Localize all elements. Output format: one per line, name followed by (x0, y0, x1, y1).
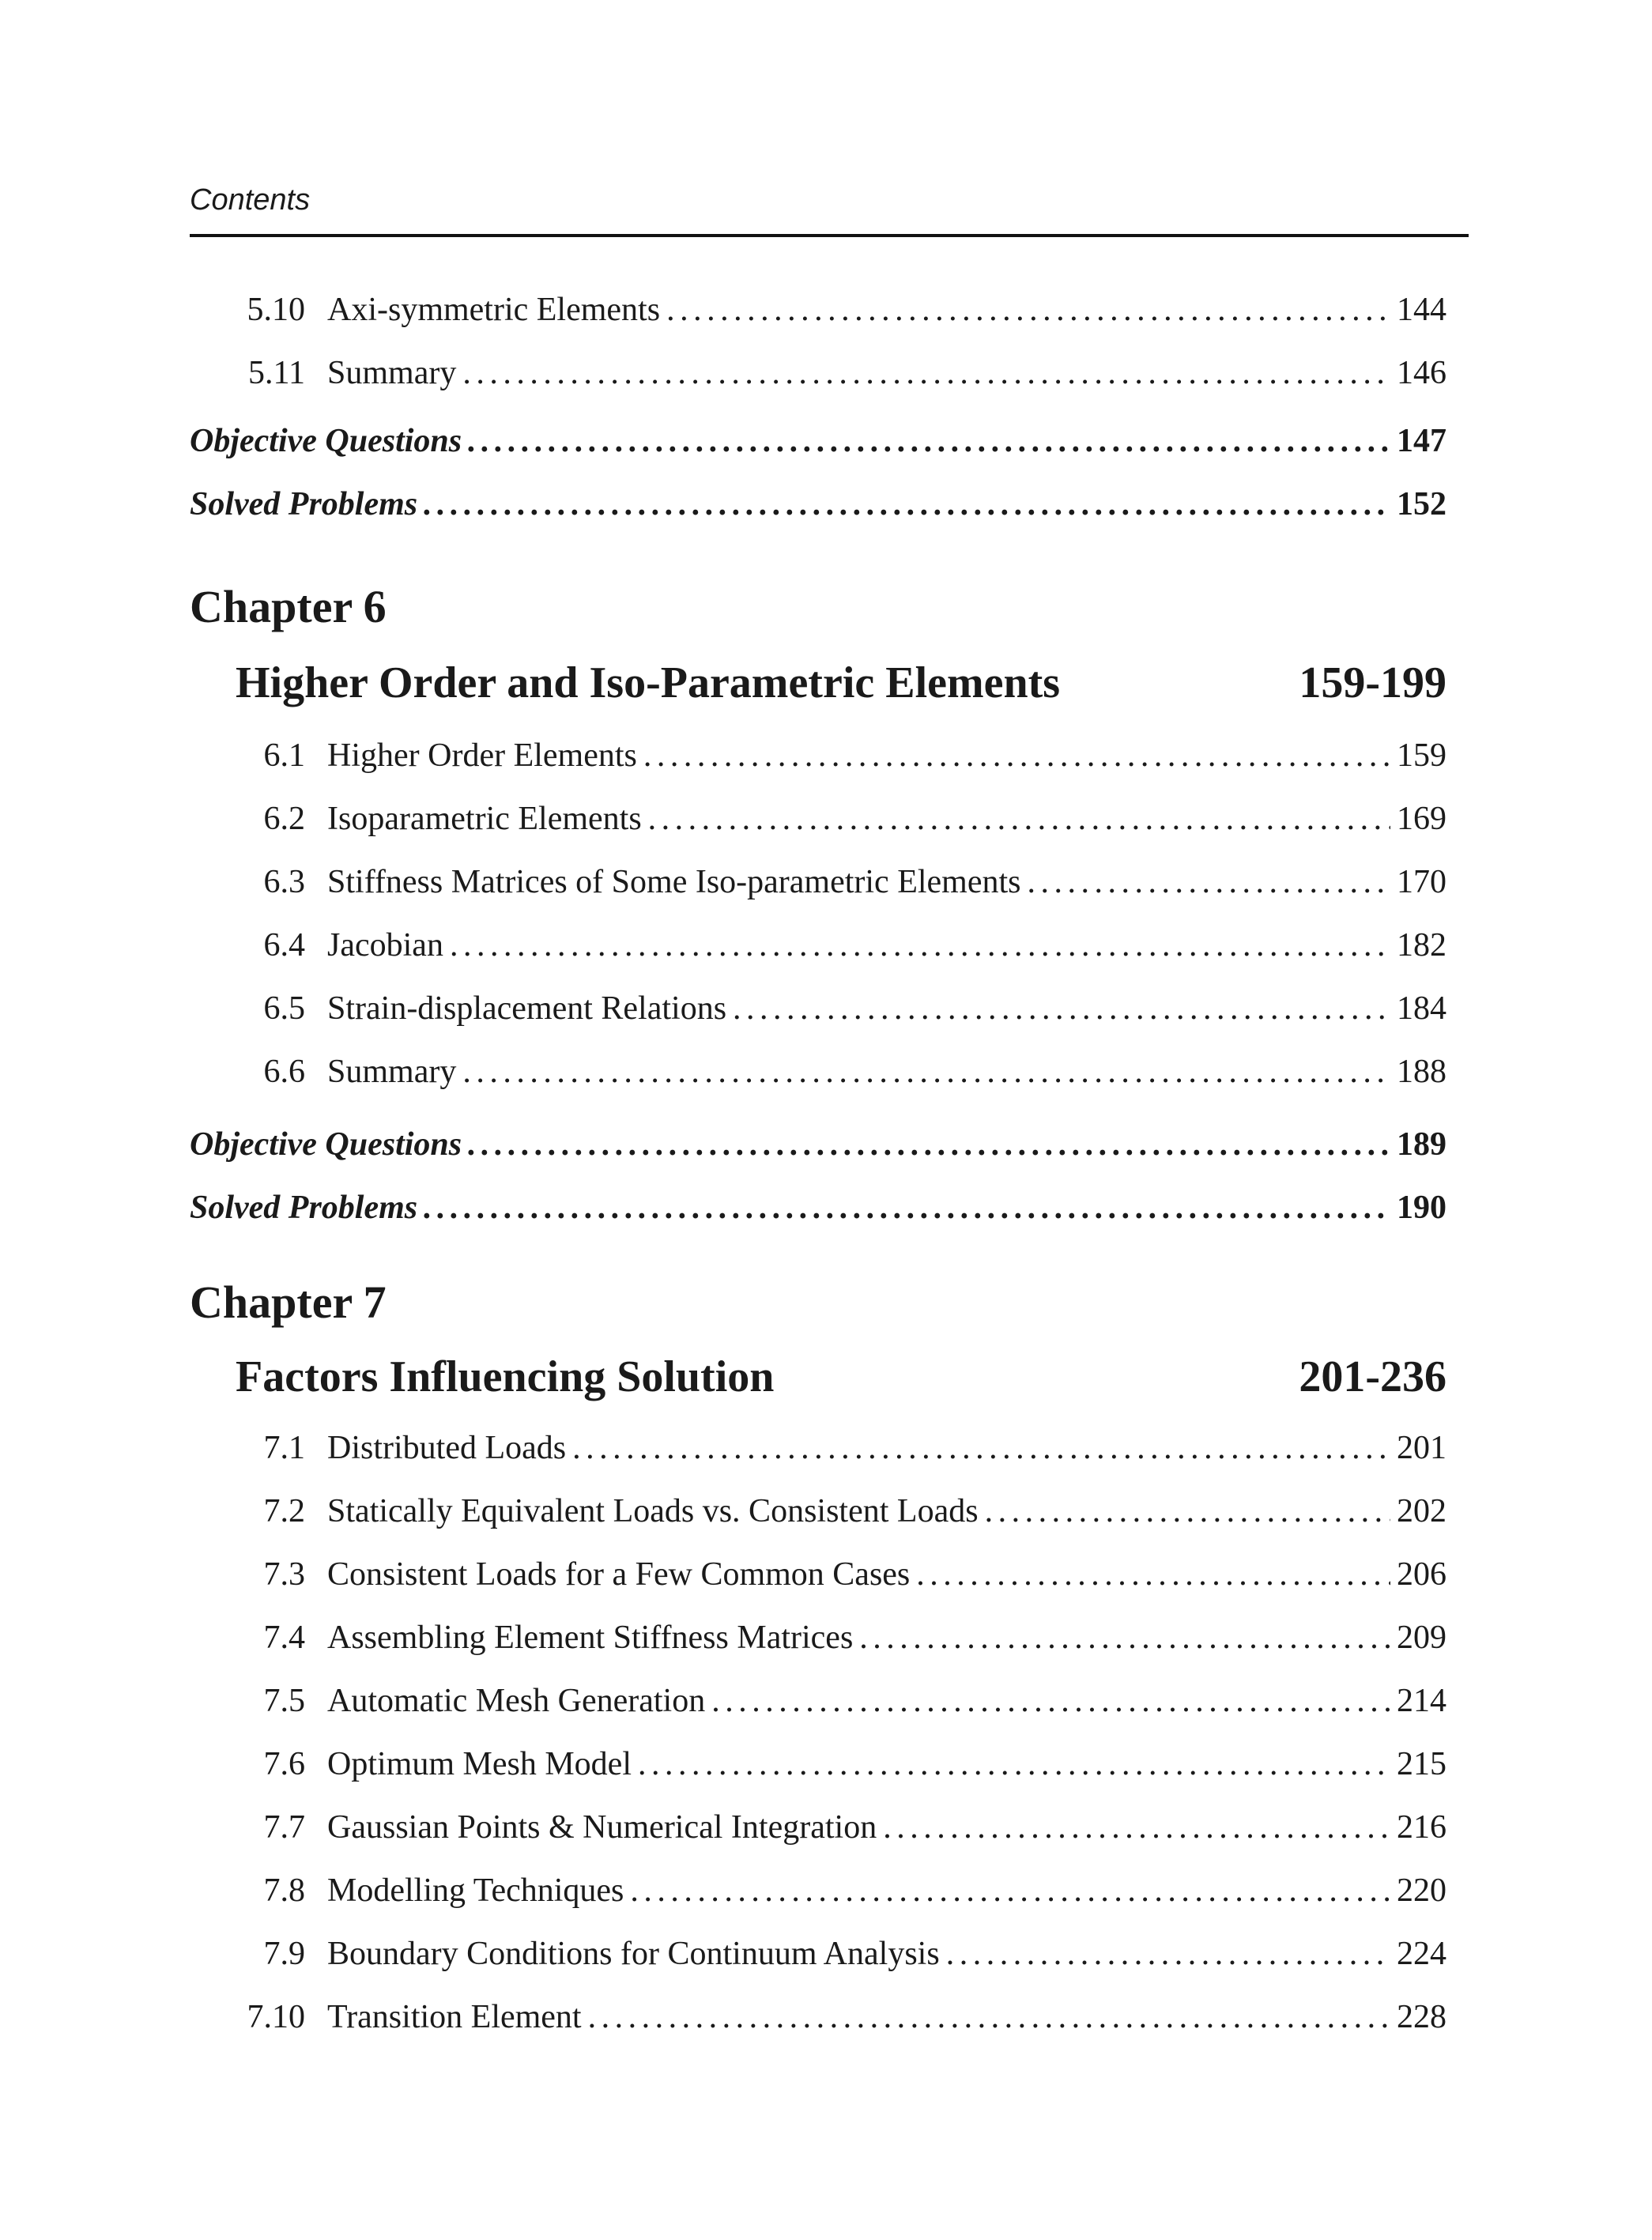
page-number: 228 (1397, 1999, 1446, 2035)
header-rule (190, 234, 1469, 237)
toc-entry[interactable] (190, 1922, 1446, 1985)
chapter-6-title: Higher Order and Iso-Parametric Elements (236, 658, 1061, 707)
toc-entry[interactable] (190, 1606, 1446, 1669)
toc-block-chapter5 (190, 278, 1446, 536)
entry-title: Solved Problems (190, 486, 418, 522)
dot-leader (859, 1606, 1390, 1669)
page-number: 170 (1397, 864, 1446, 900)
toc-entry[interactable] (190, 1040, 1446, 1103)
toc-entry[interactable] (190, 724, 1446, 787)
section-number: 5.11 (248, 355, 305, 391)
toc-entry-objective-questions[interactable] (190, 1113, 1446, 1176)
section-title: Jacobian (327, 927, 443, 964)
section-title: Gaussian Points & Numerical Integration (327, 1809, 877, 1846)
section-number: 7.8 (263, 1872, 305, 1909)
toc-entry[interactable] (190, 1416, 1446, 1480)
section-number: 6.6 (263, 1054, 305, 1090)
toc-entry[interactable] (190, 278, 1446, 341)
section-title: Stiffness Matrices of Some Iso-parametric Elements (327, 864, 1021, 900)
dot-leader (424, 1176, 1390, 1239)
dot-leader (666, 278, 1390, 341)
section-title: Summary (327, 355, 457, 391)
dot-leader (1028, 850, 1391, 914)
toc-entry[interactable] (190, 1985, 1446, 2049)
page-number: 215 (1397, 1746, 1446, 1782)
dot-leader (630, 1859, 1390, 1922)
toc-entry-solved-problems[interactable] (190, 1176, 1446, 1239)
dot-leader (733, 977, 1390, 1040)
section-title: Isoparametric Elements (327, 801, 642, 837)
dot-leader (916, 1543, 1390, 1606)
toc-entry[interactable] (190, 787, 1446, 850)
section-title: Assembling Element Stiffness Matrices (327, 1620, 854, 1656)
section-number: 6.3 (263, 864, 305, 900)
entry-title: Objective Questions (190, 1126, 462, 1163)
section-title: Strain-displacement Relations (327, 990, 727, 1027)
dot-leader (643, 724, 1390, 787)
toc-entry[interactable] (190, 850, 1446, 914)
chapter-7-heading[interactable] (236, 1348, 1446, 1405)
section-title: Automatic Mesh Generation (327, 1683, 706, 1719)
chapter-6-label: Chapter 6 (190, 581, 387, 632)
section-number: 6.4 (263, 927, 305, 964)
dot-leader (638, 1733, 1390, 1796)
page-number: 201 (1397, 1430, 1446, 1466)
dot-leader (450, 914, 1390, 977)
section-number: 7.9 (263, 1936, 305, 1972)
toc-entry[interactable] (190, 1796, 1446, 1859)
section-title: Optimum Mesh Model (327, 1746, 632, 1782)
chapter-6-heading[interactable] (236, 654, 1446, 711)
page-number: 220 (1397, 1872, 1446, 1909)
entry-title: Objective Questions (190, 423, 462, 459)
page-number: 184 (1397, 990, 1446, 1027)
page-number: 216 (1397, 1809, 1446, 1846)
section-number: 7.6 (263, 1746, 305, 1782)
section-title: Consistent Loads for a Few Common Cases (327, 1556, 911, 1593)
toc-entry[interactable] (190, 1733, 1446, 1796)
dot-leader (572, 1416, 1390, 1480)
dot-leader (648, 787, 1390, 850)
page-number: 190 (1397, 1190, 1446, 1226)
section-number: 6.5 (263, 990, 305, 1027)
section-number: 7.4 (263, 1620, 305, 1656)
section-title: Transition Element (327, 1999, 582, 2035)
section-number: 7.10 (247, 1999, 305, 2035)
chapter-7-page-range: 201-236 (1299, 1352, 1446, 1401)
toc-entry[interactable] (190, 914, 1446, 977)
section-number: 7.2 (263, 1493, 305, 1529)
page-number: 147 (1397, 423, 1446, 459)
toc-entry[interactable] (190, 1543, 1446, 1606)
page-number: 189 (1397, 1126, 1446, 1163)
toc-entry[interactable] (190, 977, 1446, 1040)
page-number: 206 (1397, 1556, 1446, 1593)
page-number: 159 (1397, 737, 1446, 774)
dot-leader (462, 1040, 1390, 1103)
section-number: 7.7 (263, 1809, 305, 1846)
section-number: 7.1 (263, 1430, 305, 1466)
toc-entry[interactable] (190, 1669, 1446, 1733)
section-title: Summary (327, 1054, 457, 1090)
toc-block-chapter6 (190, 724, 1446, 1239)
dot-leader (468, 1113, 1390, 1176)
chapter-6-page-range: 159-199 (1299, 658, 1446, 707)
section-title: Distributed Loads (327, 1430, 567, 1466)
section-number: 6.1 (263, 737, 305, 774)
toc-entry[interactable] (190, 1859, 1446, 1922)
dot-leader (462, 341, 1390, 405)
page-number: 224 (1397, 1936, 1446, 1972)
page-number: 188 (1397, 1054, 1446, 1090)
dot-leader (883, 1796, 1390, 1859)
toc-entry[interactable] (190, 341, 1446, 405)
page-number: 202 (1397, 1493, 1446, 1529)
page-number: 146 (1397, 355, 1446, 391)
section-title: Boundary Conditions for Continuum Analysis (327, 1936, 940, 1972)
section-title: Higher Order Elements (327, 737, 637, 774)
dot-leader (946, 1922, 1390, 1985)
dot-leader (588, 1985, 1390, 2049)
section-title: Statically Equivalent Loads vs. Consistent Loads (327, 1493, 979, 1529)
page-number: 214 (1397, 1683, 1446, 1719)
page-number: 169 (1397, 801, 1446, 837)
page-number: 182 (1397, 927, 1446, 964)
running-head: Contents (190, 183, 311, 217)
section-number: 6.2 (263, 801, 305, 837)
dot-leader (424, 473, 1390, 536)
page-number: 144 (1397, 292, 1446, 328)
section-title: Modelling Techniques (327, 1872, 624, 1909)
chapter-7-label: Chapter 7 (190, 1276, 387, 1328)
toc-entry[interactable] (190, 1480, 1446, 1543)
section-title: Axi-symmetric Elements (327, 292, 661, 328)
dot-leader (468, 409, 1390, 473)
dot-leader (711, 1669, 1390, 1733)
page-number: 209 (1397, 1620, 1446, 1656)
toc-block-chapter7 (190, 1416, 1446, 2049)
section-number: 7.3 (263, 1556, 305, 1593)
chapter-7-title: Factors Influencing Solution (236, 1352, 775, 1401)
section-number: 7.5 (263, 1683, 305, 1719)
toc-entry-objective-questions[interactable] (190, 409, 1446, 473)
dot-leader (985, 1480, 1390, 1543)
section-number: 5.10 (247, 292, 305, 328)
entry-title: Solved Problems (190, 1190, 418, 1226)
page-number: 152 (1397, 486, 1446, 522)
toc-entry-solved-problems[interactable] (190, 473, 1446, 536)
